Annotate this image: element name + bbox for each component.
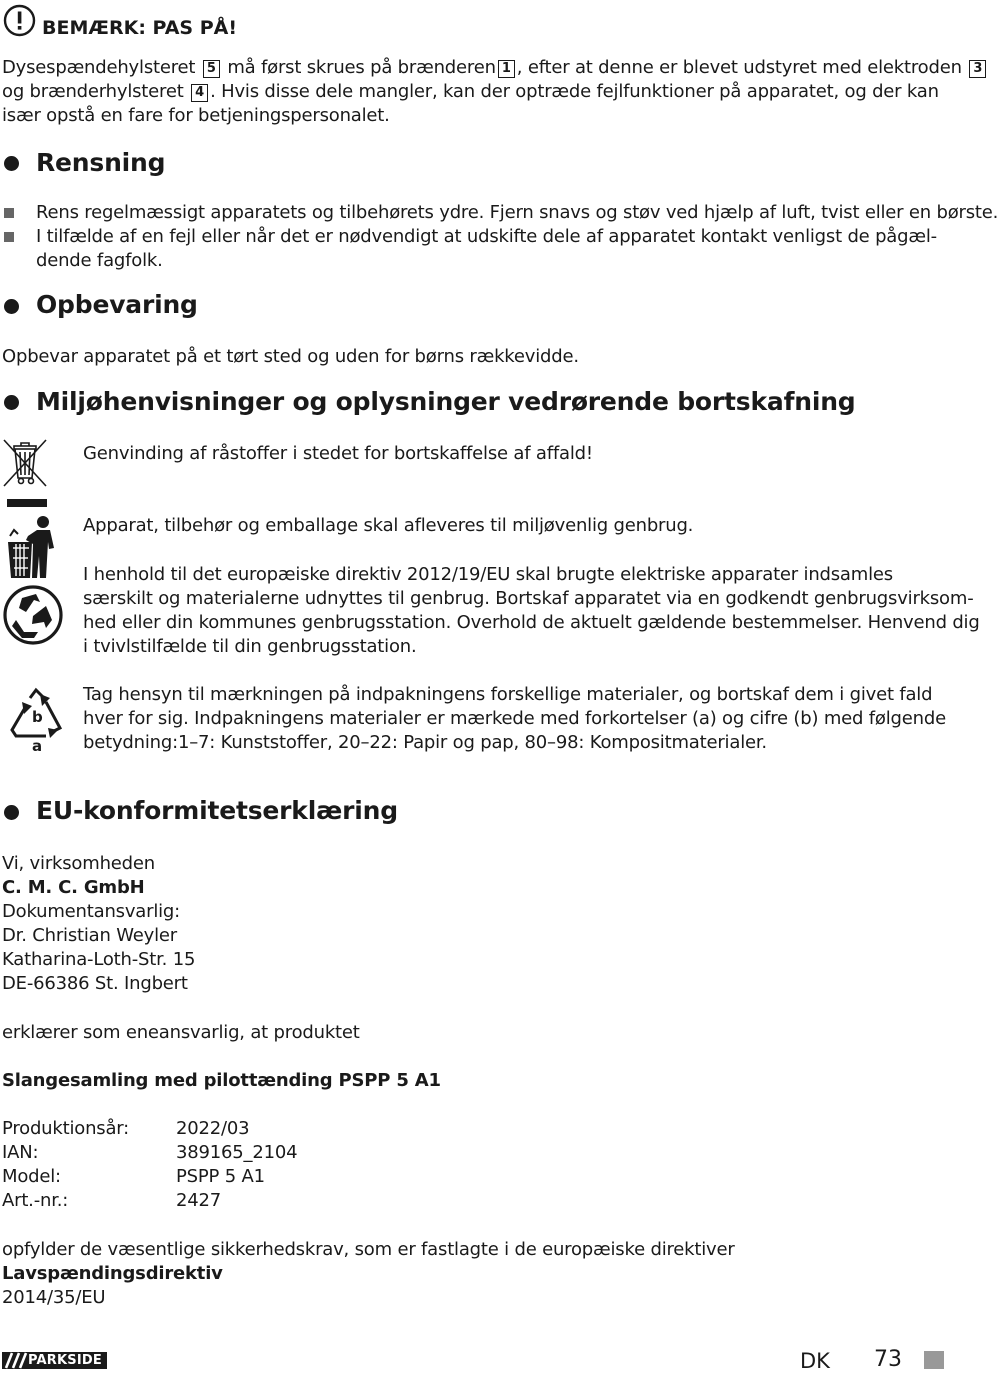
notice-line-2 — [2, 80, 939, 104]
country-code: DK — [800, 1349, 830, 1373]
tidyman-bin-icon — [4, 514, 58, 580]
notice-text: Dysespændehylsteret — [2, 57, 196, 78]
notice-line-3: især opstå en fare for betjeningspersonalet. — [2, 105, 390, 126]
cleaning-item-2-line-2: dende fagfolk. — [36, 250, 163, 271]
recycling-code-a: a — [32, 737, 43, 755]
notice-text: . Hvis disse dele mangler, kan der optræde fejlfunktioner på apparatet, og der kan — [210, 81, 939, 102]
environment-heading: Miljøhenvisninger og oplysninger vedrørende bortskafning — [36, 387, 856, 416]
spec-label: Model: — [2, 1166, 61, 1187]
page-number: 73 — [874, 1347, 902, 1372]
address-city: DE-66386 St. Ingbert — [2, 973, 188, 994]
parkside-logo — [2, 1352, 107, 1369]
cleaning-item-2-line-1: I tilfælde af en fejl eller når det er nødvendigt at udskifte dele af apparatet kontakt venligst de pågæl- — [36, 226, 937, 247]
declaration-text: erklærer som eneansvarlig, at produktet — [2, 1022, 360, 1043]
conformity-intro: Vi, virksomheden — [2, 853, 155, 874]
environment-text-3-line-4: i tvivlstilfælde til din genbrugsstation. — [83, 636, 417, 657]
storage-text: Opbevar apparatet på et tørt sted og uden for børns rækkevidde. — [2, 346, 579, 367]
spec-value: PSPP 5 A1 — [176, 1166, 265, 1187]
spec-value: 389165_2104 — [176, 1142, 298, 1163]
notice-text: og brænderhylsteret — [2, 81, 184, 102]
ref-box-4: 4 — [191, 84, 208, 102]
section-bullet — [4, 805, 19, 820]
notice-text: , efter at denne er blevet udstyret med elektroden — [516, 57, 962, 78]
logo-text: PARKSIDE — [28, 1353, 102, 1368]
cleaning-heading: Rensning — [36, 148, 166, 177]
spec-label: Produktionsår: — [2, 1118, 130, 1139]
responsible-person: Dr. Christian Weyler — [2, 925, 177, 946]
environment-text-3-line-3: hed eller din kommunes genbrugsstation. Overhold de aktuelt gældende bestemmelser. Henvend dig — [83, 612, 980, 633]
ref-box-3: 3 — [969, 60, 986, 78]
spec-value: 2022/03 — [176, 1118, 250, 1139]
cleaning-item-1: Rens regelmæssigt apparatets og tilbehørets ydre. Fjern snavs og støv ved hjælp af luft, tvist eller en børste. — [36, 202, 998, 223]
product-name: Slangesamling med pilottænding PSPP 5 A1 — [2, 1070, 441, 1091]
directive-number: 2014/35/EU — [2, 1287, 106, 1308]
conformity-heading: EU-konformitetserklæring — [36, 796, 398, 825]
environment-text-4-line-3: betydning:1–7: Kunststoffer, 20–22: Papir og pap, 80–98: Kompositmaterialer. — [83, 732, 767, 753]
section-bullet — [4, 395, 19, 410]
fulfills-text: opfylder de væsentlige sikkerhedskrav, som er fastlagte i de europæiske direktiver — [2, 1239, 735, 1260]
environment-text-4-line-2: hver for sig. Indpakningens materialer er mærkede med forkortelser (a) og cifre (b) med følgende — [83, 708, 946, 729]
environment-text-3-line-1: I henhold til det europæiske direktiv 2012/19/EU skal brugte elektriske apparater indsamles — [83, 564, 893, 585]
warning-exclamation-icon — [3, 4, 36, 37]
section-bullet — [4, 299, 19, 314]
logo-stripes-icon — [4, 1352, 30, 1369]
list-bullet-square — [4, 232, 14, 242]
recycling-code-b: b — [32, 708, 43, 726]
notice-title: BEMÆRK: PAS PÅ! — [42, 17, 238, 39]
environment-text-1: Genvinding af råstoffer i stedet for bortskaffelse af affald! — [83, 443, 593, 464]
page-tab-marker — [924, 1351, 944, 1369]
ref-box-5: 5 — [203, 60, 220, 78]
spec-label: Art.-nr.: — [2, 1190, 69, 1211]
notice-text: må først skrues på brænderen — [227, 57, 496, 78]
company-name: C. M. C. GmbH — [2, 877, 145, 898]
environment-text-3-line-2: særskilt og materialerne udnyttes til genbrug. Bortskaf apparatet via en godkendt genbrugsvirksom- — [83, 588, 974, 609]
spec-label: IAN: — [2, 1142, 39, 1163]
recycle-arrows-icon — [2, 584, 64, 646]
crossed-bin-icon — [2, 438, 50, 510]
doc-responsible-label: Dokumentansvarlig: — [2, 901, 181, 922]
spec-value: 2427 — [176, 1190, 222, 1211]
environment-text-2: Apparat, tilbehør og emballage skal afleveres til miljøvenlig genbrug. — [83, 515, 694, 536]
address-street: Katharina-Loth-Str. 15 — [2, 949, 196, 970]
ref-box-1: 1 — [498, 60, 515, 78]
section-bullet — [4, 156, 19, 171]
directive-name: Lavspændingsdirektiv — [2, 1263, 223, 1284]
list-bullet-square — [4, 208, 14, 218]
notice-line-1 — [2, 56, 988, 80]
storage-heading: Opbevaring — [36, 290, 198, 319]
environment-text-4-line-1: Tag hensyn til mærkningen på indpakningens forskellige materialer, og bortskaf dem i givet fald — [83, 684, 933, 705]
recycling-triangle-icon — [6, 686, 68, 756]
